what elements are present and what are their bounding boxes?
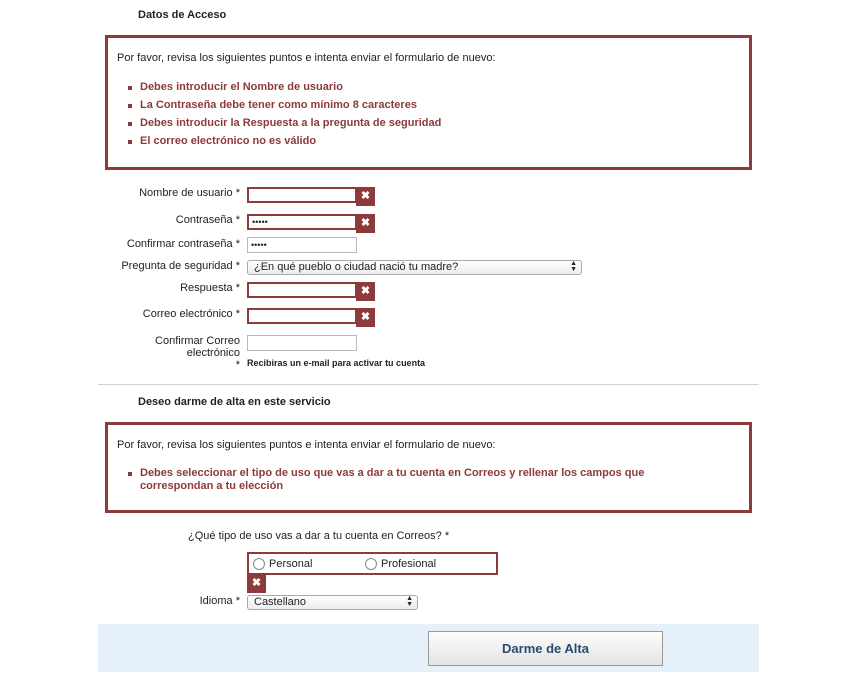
service-error-list: [128, 467, 718, 493]
security-question-value: ¿En qué pueblo o ciudad nació tu madre?: [254, 261, 459, 273]
select-arrows-icon: ▲ ▼: [570, 260, 577, 273]
error-item: Debes seleccionar el tipo de uso que vas a dar a tu cuenta en Correos y rellenar los campos que correspondan a tu elección: [128, 467, 718, 493]
email-error-icon: ✖: [356, 308, 375, 327]
language-label: Idioma *: [199, 595, 240, 607]
radio-personal-label: Personal: [269, 558, 313, 570]
confirm-email-label: Confirmar Correo electrónico *: [155, 335, 240, 371]
language-select[interactable]: [247, 595, 418, 610]
access-error-box: [105, 35, 752, 170]
service-error-intro: Por favor, revisa los siguientes puntos e intenta enviar el formulario de nuevo:: [117, 439, 496, 451]
error-item: Debes introducir la Respuesta a la pregunta de seguridad: [128, 117, 441, 130]
language-value: Castellano: [254, 596, 306, 608]
access-section-title: Datos de Acceso: [138, 9, 227, 21]
service-section-title: Deseo darme de alta en este servicio: [138, 396, 331, 408]
answer-error-icon: ✖: [356, 282, 375, 301]
username-label: Nombre de usuario *: [139, 187, 240, 199]
access-error-list: [128, 81, 441, 148]
error-item: La Contraseña debe tener como mínimo 8 caracteres: [128, 99, 441, 112]
password-label: Contraseña *: [175, 214, 240, 226]
radio-profesional-label: Profesional: [381, 558, 437, 570]
radio-profesional[interactable]: [365, 558, 377, 570]
usage-radio-group: [247, 552, 498, 575]
confirm-email-input[interactable]: [247, 335, 357, 351]
email-label: Correo electrónico *: [142, 308, 240, 320]
section-divider: [98, 384, 759, 385]
submit-button[interactable]: Darme de Alta: [428, 631, 663, 666]
usage-question-label: ¿Qué tipo de uso vas a dar a tu cuenta en Correos? *: [188, 530, 450, 542]
answer-input[interactable]: [247, 282, 357, 298]
password-input[interactable]: •••••: [247, 214, 357, 230]
email-hint: Recibiras un e-mail para activar tu cuenta: [247, 358, 426, 368]
radio-personal[interactable]: [253, 558, 265, 570]
username-input[interactable]: [247, 187, 357, 203]
select-arrows-icon: ▲ ▼: [406, 595, 413, 608]
confirm-password-input[interactable]: •••••: [247, 237, 357, 253]
usage-error-icon: ✖: [247, 574, 266, 593]
username-error-icon: ✖: [356, 187, 375, 206]
service-error-box: [105, 422, 752, 513]
email-input[interactable]: [247, 308, 357, 324]
security-question-select[interactable]: [247, 260, 582, 275]
error-item: Debes introducir el Nombre de usuario: [128, 81, 441, 94]
security-question-label: Pregunta de seguridad *: [121, 260, 240, 272]
password-error-icon: ✖: [356, 214, 375, 233]
confirm-password-label: Confirmar contraseña *: [126, 238, 240, 250]
error-item: El correo electrónico no es válido: [128, 135, 441, 148]
answer-label: Respuesta *: [180, 282, 240, 294]
access-error-intro: Por favor, revisa los siguientes puntos e intenta enviar el formulario de nuevo:: [117, 52, 496, 64]
